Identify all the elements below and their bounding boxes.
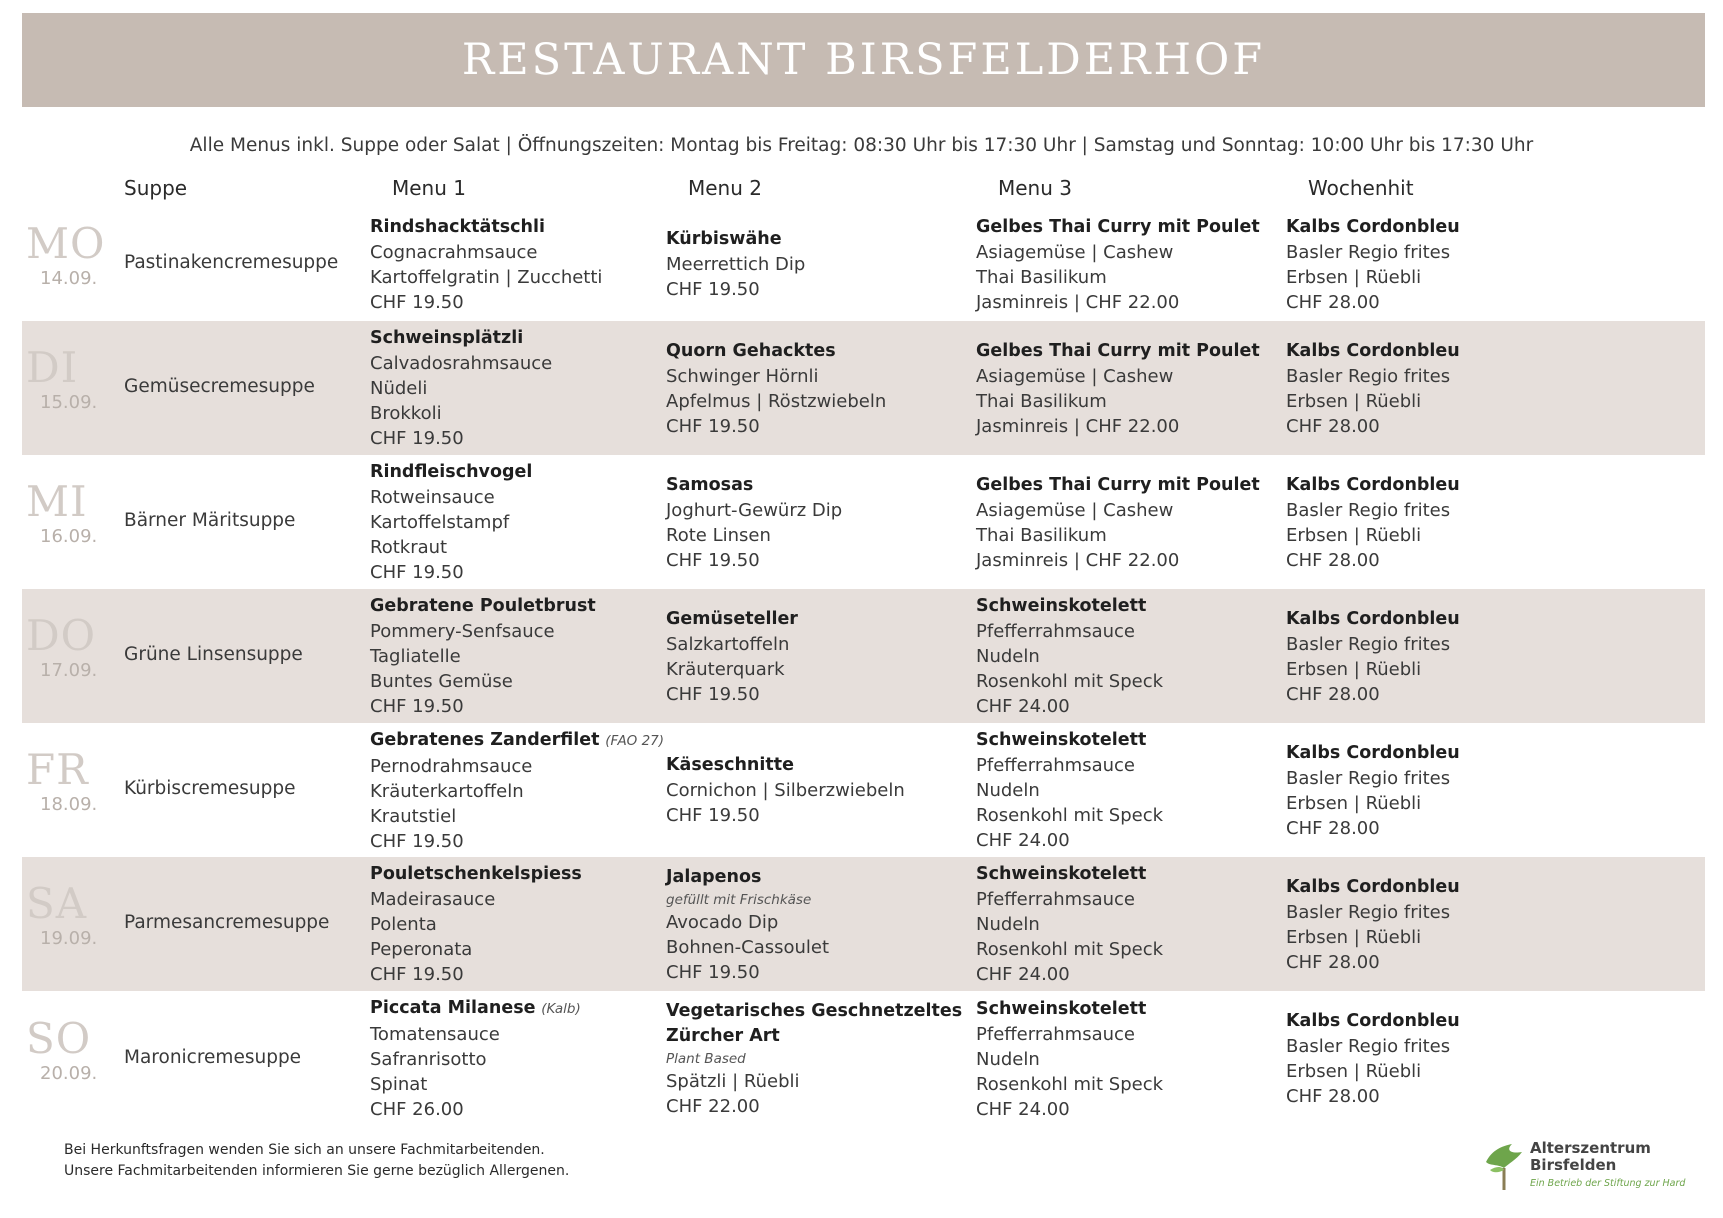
day-row-mo [22, 207, 1705, 321]
soup-name: Bärner Märitsuppe [124, 510, 296, 531]
dish-line: CHF 28.00 [1286, 550, 1380, 571]
dish-line: Pfefferrahmsauce [976, 755, 1135, 776]
dish-title: Jalapenos [666, 867, 762, 887]
dish-line: CHF 19.50 [370, 428, 464, 449]
dish-line: Tomatensauce [370, 1024, 500, 1045]
footer-notes [64, 1140, 569, 1182]
weekday-label: MO [26, 219, 106, 268]
menu-cell-menu1 [370, 861, 582, 987]
dish-title-row [1286, 338, 1460, 364]
menu-cell-menu4 [1286, 338, 1460, 439]
dish-title: Quorn Gehacktes [666, 341, 836, 361]
menu-cell-menu3 [976, 214, 1260, 315]
soup-name: Grüne Linsensuppe [124, 644, 303, 665]
dish-line: CHF 19.50 [666, 550, 760, 571]
dish-line: CHF 19.50 [370, 831, 464, 852]
dish-title: Gebratene Pouletbrust [370, 596, 596, 616]
weekday-label: MI [26, 477, 88, 526]
dish-line: Asiagemüse | Cashew [976, 366, 1174, 387]
menu-cell-menu2 [666, 998, 962, 1119]
soup-name: Kürbiscremesuppe [124, 778, 296, 799]
alterszentrum-logo [1480, 1138, 1700, 1198]
dish-line: Kartoffelstampf [370, 512, 510, 533]
dish-title-row [1286, 472, 1460, 498]
date-label: 18.09. [40, 794, 98, 815]
dish-title: Schweinskotelett [976, 730, 1147, 750]
dish-title-row [976, 996, 1163, 1022]
dish-title-row [1286, 874, 1460, 900]
menu-cell-menu1 [370, 214, 602, 315]
weekday-label: DI [26, 343, 79, 392]
menu-cell-menu3 [976, 996, 1163, 1122]
dish-line: CHF 24.00 [976, 964, 1070, 985]
dish-line: Calvadosrahmsauce [370, 353, 553, 374]
dish-title: Rindshacktätschli [370, 217, 545, 237]
dish-title-row [1286, 740, 1460, 766]
footer-line-2: Unsere Fachmitarbeitenden informieren Sie gerne bezüglich Allergenen. [64, 1163, 570, 1179]
dish-title: Kalbs Cordonbleu [1286, 743, 1460, 763]
dish-line: Basler Regio frites [1286, 500, 1451, 521]
dish-line: Erbsen | Rüebli [1286, 659, 1422, 680]
dish-title: Piccata Milanese [370, 998, 536, 1018]
dish-line: Pfefferrahmsauce [976, 621, 1135, 642]
dish-title: Käseschnitte [666, 755, 794, 775]
dish-line: Tagliatelle [370, 646, 461, 667]
dish-title: Kalbs Cordonbleu [1286, 609, 1460, 629]
soup-name: Gemüsecremesuppe [124, 376, 315, 397]
dish-line: CHF 19.50 [666, 416, 760, 437]
menu-cell-menu2 [666, 606, 798, 707]
dish-line: Erbsen | Rüebli [1286, 525, 1422, 546]
dish-line: Erbsen | Rüebli [1286, 1061, 1422, 1082]
dish-title-row [370, 727, 664, 754]
dish-line: Joghurt-Gewürz Dip [666, 500, 843, 521]
menu-cell-menu4 [1286, 874, 1460, 975]
dish-line: Rosenkohl mit Speck [976, 805, 1164, 826]
menu-cell-menu4 [1286, 214, 1460, 315]
day-row-di [22, 321, 1705, 455]
dish-title-row [1286, 214, 1460, 240]
soup-name: Parmesancremesuppe [124, 912, 330, 933]
day-row-mi [22, 455, 1705, 589]
dish-line: CHF 24.00 [976, 830, 1070, 851]
header-menu1: Menu 1 [392, 176, 466, 200]
dish-line: Spätzli | Rüebli [666, 1071, 800, 1092]
dish-line: CHF 28.00 [1286, 292, 1380, 313]
dish-line: Basler Regio frites [1286, 366, 1451, 387]
menu-cell-menu2 [666, 338, 886, 439]
dish-line: Pfefferrahmsauce [976, 1024, 1135, 1045]
date-label: 19.09. [40, 928, 98, 949]
dish-title-row [1286, 1008, 1460, 1034]
dish-title-row [666, 226, 805, 252]
menu-cell-menu2 [666, 864, 829, 985]
menu-cell-menu3 [976, 593, 1163, 719]
date-label: 20.09. [40, 1062, 98, 1084]
dish-line: Rosenkohl mit Speck [976, 1074, 1164, 1095]
dish-title-cont: Zürcher Art [666, 1026, 780, 1046]
header-menu3: Menu 3 [998, 176, 1072, 200]
dish-title: Kalbs Cordonbleu [1286, 341, 1460, 361]
dish-line: Schwinger Hörnli [666, 366, 819, 387]
dish-title: Gebratenes Zanderfilet [370, 730, 600, 750]
dish-line: Rotweinsauce [370, 487, 495, 508]
dish-title-row [666, 472, 842, 498]
dish-line: Peperonata [370, 939, 473, 960]
logo-tagline: Ein Betrieb der Stiftung zur Hard [1530, 1178, 1686, 1189]
dish-line: Nudeln [976, 780, 1040, 801]
dish-line: Salzkartoffeln [666, 634, 790, 655]
logo-name-line-2: Birsfelden [1530, 1156, 1617, 1174]
logo-name-line-1: Alterszentrum [1530, 1139, 1651, 1157]
dish-title: Schweinskotelett [976, 596, 1147, 616]
dish-line: Thai Basilikum [976, 391, 1107, 412]
dish-line: Rote Linsen [666, 525, 771, 546]
dish-note: (Kalb) [541, 1001, 581, 1017]
dish-title: Schweinsplätzli [370, 328, 524, 348]
dish-line: Madeirasauce [370, 889, 496, 910]
menu-cell-menu2 [666, 226, 805, 302]
dish-line: CHF 24.00 [976, 696, 1070, 717]
dish-line: CHF 19.50 [370, 562, 464, 583]
soup-name: Maronicremesuppe [124, 1046, 302, 1068]
dish-title-row [370, 995, 581, 1022]
dish-title: Vegetarisches Geschnetzeltes [666, 1001, 963, 1021]
dish-line: Polenta [370, 914, 437, 935]
dish-line: CHF 28.00 [1286, 1086, 1380, 1107]
dish-title-row [976, 338, 1260, 364]
footer-line-1: Bei Herkunftsfragen wenden Sie sich an unsere Fachmitarbeitenden. [64, 1142, 545, 1158]
header-menu2: Menu 2 [688, 176, 762, 200]
dish-line: Pfefferrahmsauce [976, 889, 1135, 910]
dish-title: Gelbes Thai Curry mit Poulet [976, 341, 1260, 361]
dish-subnote: gefüllt mit Frischkäse [666, 892, 812, 908]
dish-line: CHF 19.50 [370, 964, 464, 985]
dish-title-row [1286, 606, 1460, 632]
menu-cell-menu1 [370, 459, 532, 585]
dish-line: Spinat [370, 1074, 428, 1095]
dish-title-row [370, 325, 552, 351]
dish-line: Nudeln [976, 914, 1040, 935]
dish-line: CHF 24.00 [976, 1099, 1070, 1120]
date-label: 14.09. [40, 268, 98, 289]
dish-title-row [370, 214, 602, 240]
dish-subnote: Plant Based [666, 1051, 746, 1067]
dish-title: Kalbs Cordonbleu [1286, 475, 1460, 495]
dish-line: Rosenkohl mit Speck [976, 671, 1164, 692]
dish-line: Nüdeli [370, 378, 428, 399]
dish-line: CHF 19.50 [370, 292, 464, 313]
opening-hours-info: Alle Menus inkl. Suppe oder Salat | Öffnungszeiten: Montag bis Freitag: 08:30 Uhr bis 17:30 Uhr | Samstag und Sonntag: 10:00 Uhr bis 17:30 Uhr [189, 135, 1534, 156]
dish-title-row [976, 593, 1163, 619]
dish-line: Krautstiel [370, 806, 457, 827]
dish-line: CHF 19.50 [666, 805, 760, 826]
column-headers [0, 176, 1723, 206]
day-row-sa [22, 857, 1705, 991]
dish-line: CHF 19.50 [666, 962, 760, 983]
dish-title: Kürbiswähe [666, 229, 782, 249]
dish-title-row [666, 864, 829, 890]
dish-title: Schweinskotelett [976, 999, 1147, 1019]
dish-line: Cornichon | Silberzwiebeln [666, 780, 905, 801]
restaurant-title: RESTAURANT BIRSFELDERHOF [461, 35, 1266, 85]
dish-line: Basler Regio frites [1286, 242, 1451, 263]
date-label: 15.09. [40, 392, 98, 413]
dish-line: Asiagemüse | Cashew [976, 242, 1174, 263]
dish-note: (FAO 27) [605, 733, 665, 749]
dish-line: Apfelmus | Röstzwiebeln [666, 391, 887, 412]
soup-name: Pastinakencremesuppe [124, 252, 339, 273]
dish-line: CHF 28.00 [1286, 818, 1380, 839]
dish-title: Schweinskotelett [976, 864, 1147, 884]
dish-line: Nudeln [976, 646, 1040, 667]
dish-title-row [370, 593, 596, 619]
date-label: 16.09. [40, 526, 98, 547]
dish-line: Erbsen | Rüebli [1286, 927, 1422, 948]
dish-title: Samosas [666, 475, 754, 495]
menu-cell-menu1 [370, 995, 581, 1122]
dish-title-row [976, 861, 1163, 887]
dish-line: CHF 28.00 [1286, 684, 1380, 705]
menu-cell-menu3 [976, 861, 1163, 987]
dish-title-row [370, 861, 582, 887]
dish-line: Jasminreis | CHF 22.00 [976, 292, 1180, 313]
dish-line: CHF 19.50 [666, 279, 760, 300]
dish-title-row [666, 338, 886, 364]
dish-line: Kräuterquark [666, 659, 785, 680]
dish-title: Kalbs Cordonbleu [1286, 217, 1460, 237]
menu-cell-menu3 [976, 727, 1163, 853]
dish-title: Pouletschenkelspiess [370, 864, 582, 884]
dish-title: Gelbes Thai Curry mit Poulet [976, 217, 1260, 237]
date-label: 17.09. [40, 660, 98, 681]
dish-line: Kartoffelgratin | Zucchetti [370, 267, 603, 288]
title-banner [22, 13, 1705, 107]
dish-line: Avocado Dip [666, 912, 779, 933]
dish-line: Brokkoli [370, 403, 442, 424]
dish-title-row [666, 752, 905, 778]
dish-line: CHF 28.00 [1286, 952, 1380, 973]
dish-line: Basler Regio frites [1286, 634, 1451, 655]
weekday-label: SA [26, 879, 88, 928]
dish-line: Rotkraut [370, 537, 448, 558]
menu-cell-menu3 [976, 472, 1260, 573]
weekday-label: SO [26, 1013, 92, 1063]
dish-title-row [666, 606, 798, 632]
dish-line: Erbsen | Rüebli [1286, 267, 1422, 288]
dish-title: Gelbes Thai Curry mit Poulet [976, 475, 1260, 495]
dish-title: Kalbs Cordonbleu [1286, 877, 1460, 897]
dish-line: Buntes Gemüse [370, 671, 513, 692]
dish-line: Nudeln [976, 1049, 1040, 1070]
dish-line: Jasminreis | CHF 22.00 [976, 550, 1180, 571]
dish-line: Pommery-Senfsauce [370, 621, 555, 642]
menu-cell-menu1 [370, 593, 596, 719]
dish-line: Erbsen | Rüebli [1286, 391, 1422, 412]
day-row-do [22, 589, 1705, 723]
dish-line: Asiagemüse | Cashew [976, 500, 1174, 521]
dish-title-row [976, 472, 1260, 498]
menu-cell-menu3 [976, 338, 1260, 439]
dish-line: Basler Regio frites [1286, 768, 1451, 789]
dish-line: CHF 22.00 [666, 1096, 760, 1117]
tree-icon [1482, 1140, 1526, 1192]
weekday-label: DO [26, 611, 97, 660]
menu-cell-menu4 [1286, 1008, 1460, 1109]
menu-cell-menu2 [666, 752, 905, 828]
header-wochenhit: Wochenhit [1308, 176, 1414, 200]
dish-title: Kalbs Cordonbleu [1286, 1011, 1460, 1031]
menu-cell-menu1 [370, 727, 664, 854]
dish-line: CHF 19.50 [370, 696, 464, 717]
dish-line: Cognacrahmsauce [370, 242, 538, 263]
dish-line: CHF 19.50 [666, 684, 760, 705]
menu-cell-menu2 [666, 472, 842, 573]
menu-cell-menu1 [370, 325, 552, 451]
dish-title-row [976, 214, 1260, 240]
dish-title-row [666, 998, 962, 1024]
dish-title: Gemüseteller [666, 609, 798, 629]
dish-line: Basler Regio frites [1286, 902, 1451, 923]
dish-title: Rindfleischvogel [370, 462, 533, 482]
dish-line: Kräuterkartoffeln [370, 781, 524, 802]
dish-title-row [976, 727, 1163, 753]
dish-title-row [370, 459, 532, 485]
dish-line: Thai Basilikum [976, 267, 1107, 288]
dish-line: Bohnen-Cassoulet [666, 937, 830, 958]
dish-line: Basler Regio frites [1286, 1036, 1451, 1057]
dish-line: Erbsen | Rüebli [1286, 793, 1422, 814]
dish-line: Safranrisotto [370, 1049, 487, 1070]
menu-cell-menu4 [1286, 740, 1460, 841]
day-row-so [22, 991, 1705, 1126]
dish-line: Jasminreis | CHF 22.00 [976, 416, 1180, 437]
day-row-fr [22, 723, 1705, 857]
dish-line: Pernodrahmsauce [370, 756, 533, 777]
dish-line: CHF 28.00 [1286, 416, 1380, 437]
menu-cell-menu4 [1286, 606, 1460, 707]
menu-cell-menu4 [1286, 472, 1460, 573]
dish-line: CHF 26.00 [370, 1099, 464, 1120]
header-suppe: Suppe [124, 176, 188, 200]
dish-line: Meerrettich Dip [666, 254, 806, 275]
dish-line: Thai Basilikum [976, 525, 1107, 546]
weekday-label: FR [26, 745, 89, 794]
dish-line: Rosenkohl mit Speck [976, 939, 1164, 960]
